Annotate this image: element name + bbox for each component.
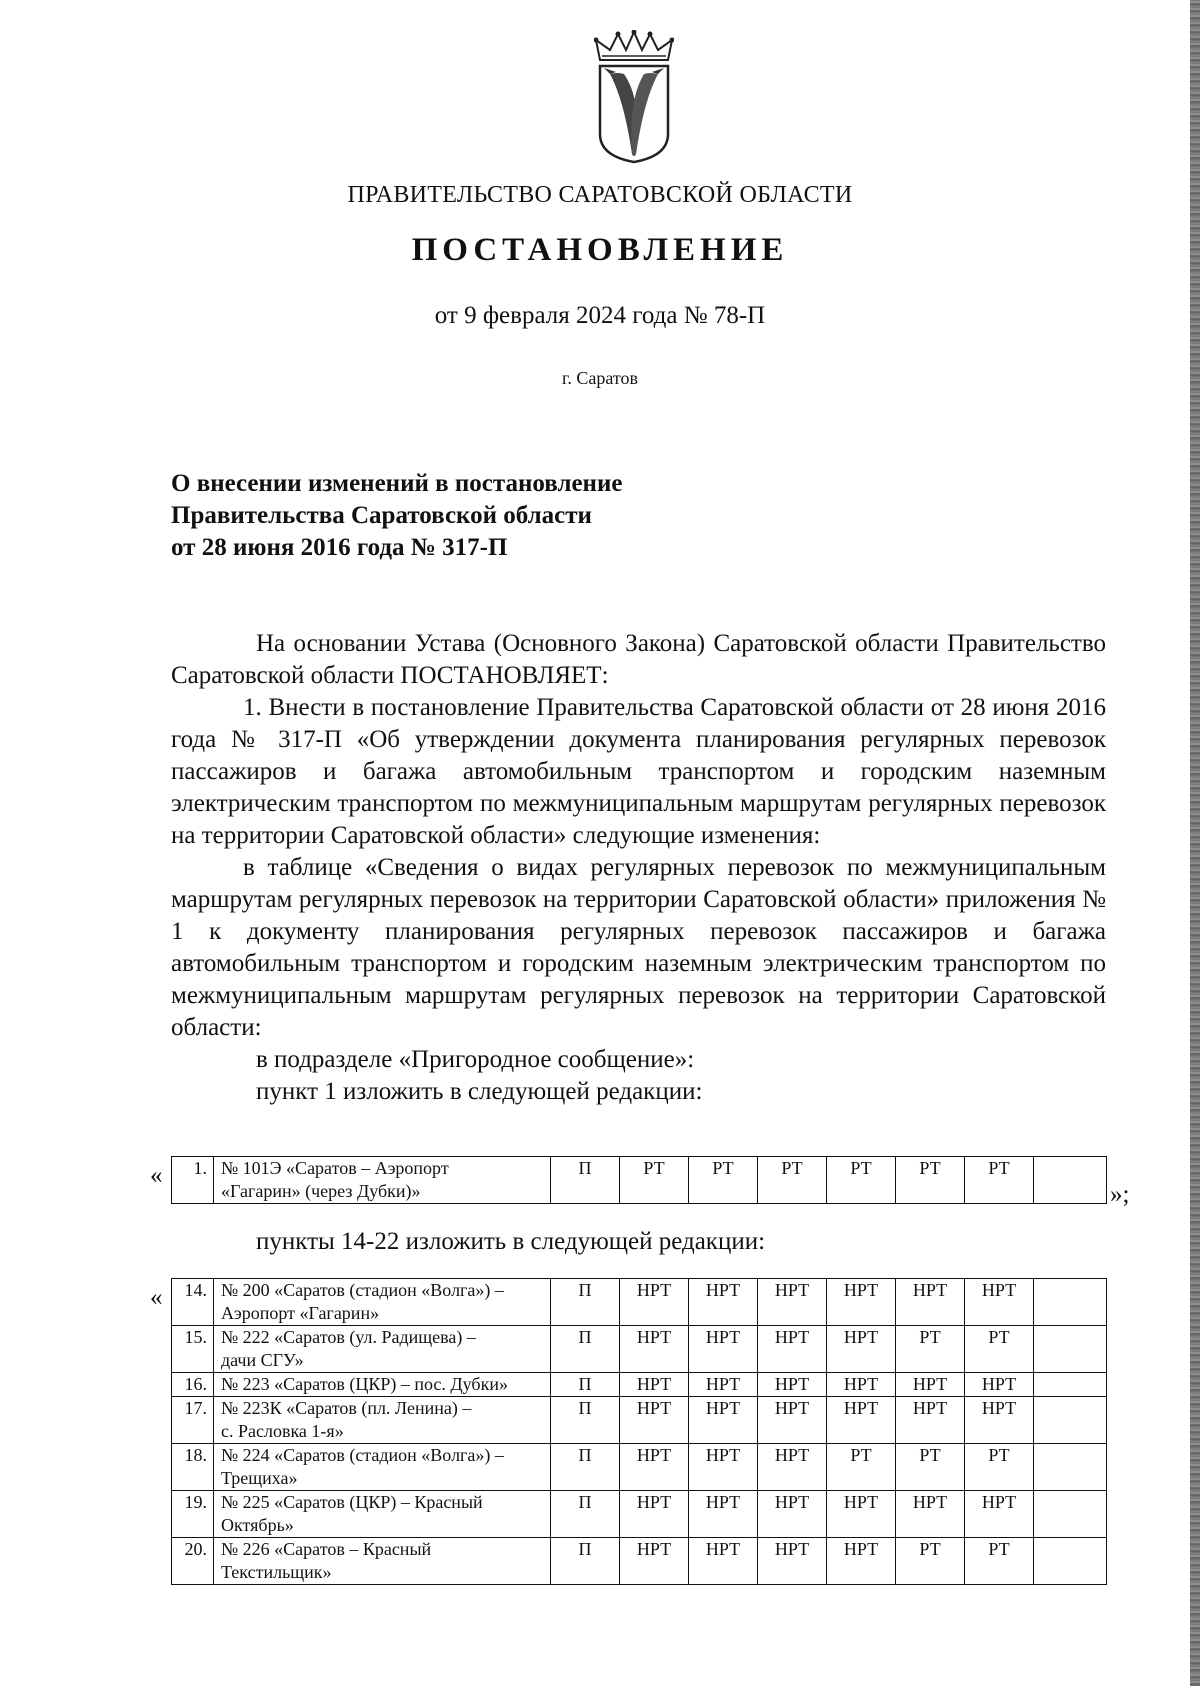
transport-type-cell: НРТ [620, 1444, 689, 1491]
paragraph-points-14-22: пункты 14-22 изложить в следующей редакции: [256, 1228, 766, 1255]
transport-type-cell: НРТ [758, 1279, 827, 1326]
transport-type-cell [1034, 1538, 1107, 1585]
transport-type-cell: РТ [965, 1444, 1034, 1491]
route-name-line: Октябрь» [221, 1515, 294, 1535]
route-name [214, 1538, 551, 1585]
transport-type-cell: НРТ [827, 1279, 896, 1326]
paragraph-item-1: 1. Внести в постановление Правительства Саратовской области от 28 июня 2016 года № 317-П «Об утверждении документа планирования регулярных перевозок пассажиров и багажа автомобильным транспортом и городским наземным электрическим транспортом по межмуниципальным маршрутам регулярных перевозок на территории Саратовской области» следующие изменения: [171, 694, 1106, 849]
row-number: 19. [172, 1491, 214, 1538]
transport-type-cell [1034, 1373, 1107, 1397]
routes-table-point-1 [171, 1156, 1107, 1204]
route-name [214, 1279, 551, 1326]
transport-type-cell: НРТ [965, 1373, 1034, 1397]
transport-type-cell: РТ [896, 1157, 965, 1204]
transport-type-cell: НРТ [620, 1538, 689, 1585]
transport-type-cell: НРТ [965, 1491, 1034, 1538]
route-name [214, 1397, 551, 1444]
transport-type-cell: НРТ [827, 1397, 896, 1444]
title-line: О внесении изменений в постановление [171, 470, 623, 497]
transport-type-cell: НРТ [689, 1444, 758, 1491]
transport-type-cell: НРТ [689, 1397, 758, 1444]
route-name-line: № 224 «Саратов (стадион «Волга») – [221, 1445, 504, 1465]
transport-type-cell: П [551, 1444, 620, 1491]
transport-type-cell: НРТ [620, 1397, 689, 1444]
transport-type-cell: РТ [689, 1157, 758, 1204]
transport-type-cell: НРТ [827, 1326, 896, 1373]
transport-type-cell: НРТ [896, 1397, 965, 1444]
route-name-line: Аэропорт «Гагарин» [221, 1303, 380, 1323]
open-quote: « [150, 1284, 163, 1311]
transport-type-cell: П [551, 1373, 620, 1397]
title-line: Правительства Саратовской области [171, 502, 592, 529]
document-body [171, 628, 1106, 1108]
route-name-line: № 222 «Саратов (ул. Радищева) – [221, 1327, 476, 1347]
transport-type-cell: РТ [896, 1444, 965, 1491]
transport-type-cell: НРТ [896, 1491, 965, 1538]
transport-type-cell: РТ [620, 1157, 689, 1204]
transport-type-cell: НРТ [827, 1538, 896, 1585]
paragraph-point-1: пункт 1 изложить в следующей редакции: [256, 1078, 703, 1105]
row-number: 17. [172, 1397, 214, 1444]
row-number: 16. [172, 1373, 214, 1397]
row-number: 20. [172, 1538, 214, 1585]
document-city: г. Саратов [562, 368, 638, 388]
transport-type-cell [1034, 1326, 1107, 1373]
transport-type-cell [1034, 1444, 1107, 1491]
open-quote: « [150, 1162, 163, 1189]
table-row [172, 1538, 1107, 1585]
transport-type-cell: НРТ [620, 1279, 689, 1326]
transport-type-cell: РТ [965, 1157, 1034, 1204]
routes-table-points-14-22 [171, 1278, 1107, 1585]
row-number: 18. [172, 1444, 214, 1491]
route-name [214, 1326, 551, 1373]
paragraph-basis: На основании Устава (Основного Закона) Саратовской области Правительство Саратовской области ПОСТАНОВЛЯЕТ: [171, 630, 1106, 689]
transport-type-cell: П [551, 1538, 620, 1585]
paragraph-table-reference: в таблице «Сведения о видах регулярных перевозок по межмуниципальным маршрутам регулярных перевозок на территории Саратовской области» приложения № 1 к документу планирования регулярных перевозок пассажиров и багажа автомобильным транспортом и городским наземным электрическим транспортом по межмуниципальным маршрутам регулярных перевозок на территории Саратовской области: [171, 854, 1106, 1041]
table-row [172, 1279, 1107, 1326]
route-name-line: № 223К «Саратов (пл. Ленина) – [221, 1398, 472, 1418]
transport-type-cell: НРТ [689, 1326, 758, 1373]
government-name: ПРАВИТЕЛЬСТВО САРАТОВСКОЙ ОБЛАСТИ [347, 182, 853, 208]
transport-type-cell: НРТ [620, 1491, 689, 1538]
transport-type-cell: НРТ [758, 1397, 827, 1444]
row-number: 1. [172, 1157, 214, 1204]
close-quote: »; [1110, 1181, 1130, 1208]
transport-type-cell: НРТ [758, 1538, 827, 1585]
transport-type-cell: НРТ [965, 1279, 1034, 1326]
route-name-line: № 223 «Саратов (ЦКР) – пос. Дубки» [221, 1374, 508, 1394]
route-name [214, 1491, 551, 1538]
route-name [214, 1373, 551, 1397]
transport-type-cell: РТ [896, 1538, 965, 1585]
table-row [172, 1373, 1107, 1397]
document-type: ПОСТАНОВЛЕНИЕ [411, 232, 789, 268]
transport-type-cell: НРТ [896, 1373, 965, 1397]
transport-type-cell [1034, 1491, 1107, 1538]
route-name-line: Текстильщик» [221, 1562, 332, 1582]
transport-type-cell: НРТ [965, 1397, 1034, 1444]
row-number: 15. [172, 1326, 214, 1373]
table-row [172, 1326, 1107, 1373]
title-line: от 28 июня 2016 года № 317-П [171, 534, 508, 561]
transport-type-cell: НРТ [827, 1373, 896, 1397]
transport-type-cell [1034, 1397, 1107, 1444]
transport-type-cell: НРТ [689, 1373, 758, 1397]
transport-type-cell: РТ [965, 1538, 1034, 1585]
transport-type-cell: РТ [896, 1326, 965, 1373]
route-name [214, 1157, 551, 1204]
transport-type-cell: НРТ [689, 1538, 758, 1585]
transport-type-cell: РТ [965, 1326, 1034, 1373]
row-number: 14. [172, 1279, 214, 1326]
transport-type-cell: НРТ [758, 1444, 827, 1491]
transport-type-cell: П [551, 1326, 620, 1373]
transport-type-cell: НРТ [758, 1491, 827, 1538]
transport-type-cell: НРТ [758, 1326, 827, 1373]
table-row [172, 1157, 1107, 1204]
transport-type-cell [1034, 1279, 1107, 1326]
transport-type-cell [1034, 1157, 1107, 1204]
route-name-line: № 226 «Саратов – Красный [221, 1539, 432, 1559]
transport-type-cell: П [551, 1279, 620, 1326]
saratov-coat-of-arms-icon [594, 30, 674, 164]
route-name-line: № 225 «Саратов (ЦКР) – Красный [221, 1492, 483, 1512]
table-row [172, 1491, 1107, 1538]
transport-type-cell: НРТ [689, 1279, 758, 1326]
table-row [172, 1397, 1107, 1444]
transport-type-cell: НРТ [896, 1279, 965, 1326]
transport-type-cell: НРТ [620, 1326, 689, 1373]
table-row [172, 1444, 1107, 1491]
transport-type-cell: НРТ [689, 1491, 758, 1538]
route-name-line: «Гагарин» (через Дубки)» [221, 1181, 421, 1201]
route-name-line: № 200 «Саратов (стадион «Волга») – [221, 1280, 504, 1300]
paragraph-subsection: в подразделе «Пригородное сообщение»: [256, 1046, 695, 1073]
route-name [214, 1444, 551, 1491]
transport-type-cell: НРТ [620, 1373, 689, 1397]
transport-type-cell: П [551, 1491, 620, 1538]
route-name-line: № 101Э «Саратов – Аэропорт [221, 1158, 449, 1178]
transport-type-cell: П [551, 1157, 620, 1204]
document-title [171, 468, 622, 564]
transport-type-cell: НРТ [758, 1373, 827, 1397]
route-name-line: Трещиха» [221, 1468, 298, 1488]
route-name-line: дачи СГУ» [221, 1350, 304, 1370]
route-name-line: с. Расловка 1-я» [221, 1421, 344, 1441]
transport-type-cell: РТ [827, 1444, 896, 1491]
transport-type-cell: РТ [758, 1157, 827, 1204]
transport-type-cell: РТ [827, 1157, 896, 1204]
transport-type-cell: П [551, 1397, 620, 1444]
transport-type-cell: НРТ [827, 1491, 896, 1538]
document-date-number: от 9 февраля 2024 года № 78-П [434, 302, 766, 329]
